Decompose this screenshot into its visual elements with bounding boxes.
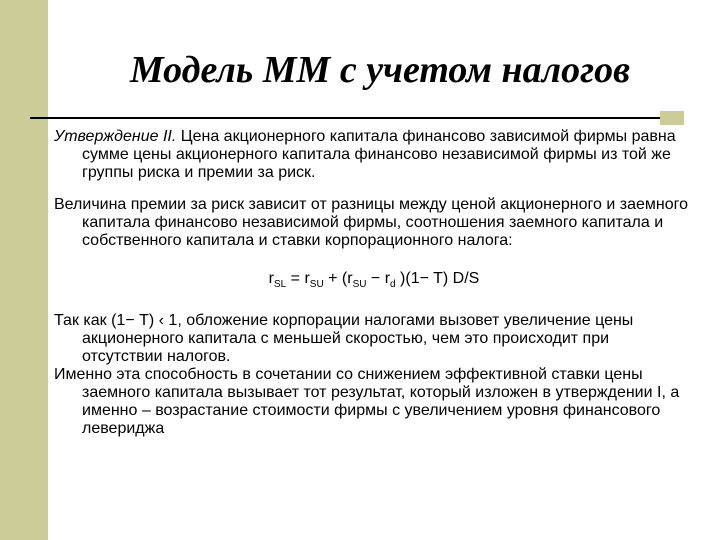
slide-title: Модель ММ с учетом налогов bbox=[129, 49, 631, 91]
formula-subscript: SU bbox=[352, 279, 367, 291]
formula-part: − r bbox=[366, 270, 391, 287]
formula-part: = r bbox=[286, 270, 310, 287]
formula bbox=[54, 268, 694, 296]
formula-subscript: SU bbox=[309, 279, 324, 291]
left-accent-bar bbox=[0, 0, 48, 540]
formula-part: )(1− T) D/S bbox=[395, 270, 480, 287]
formula-subscript: d bbox=[390, 279, 396, 291]
paragraph-risk-premium: Величина премии за риск зависит от разницы между ценой акционерного и заемного капитала финансово независимой фирмы, соотношения заемного капитала и собственного капитала и ставки корпорационного налога: bbox=[54, 196, 688, 249]
formula-subscript: SL bbox=[273, 279, 287, 291]
paragraph-conclusion: Именно эта способность в сочетании со снижением эффективной ставки цены заемного капитала вызывает тот результат, который изложен в утверждении I, а именно – возрастание стоимости фирмы с увеличением уровня финансового левериджа bbox=[54, 366, 680, 438]
statement-label: Утверждение II. bbox=[54, 128, 177, 145]
slide-body bbox=[54, 128, 694, 438]
paragraph-tax-effect: Так как (1− Т) ‹ 1, обложение корпорации налогами вызовет увеличение цены акционерного капитала с меньшей скоростью, чем это происходит при отсутствии налогов. bbox=[54, 312, 634, 366]
title-divider bbox=[30, 117, 660, 119]
statement-text: Цена акционерного капитала финансово зависимой фирмы равна сумме цены акционерного капитала финансово независимой фирмы из той же группы риска и премии за риск. bbox=[82, 128, 676, 181]
formula-part: r bbox=[268, 270, 274, 287]
paragraph-statement-ii bbox=[54, 128, 694, 182]
formula-part: + (r bbox=[323, 270, 353, 287]
divider-accent-block bbox=[660, 111, 684, 125]
